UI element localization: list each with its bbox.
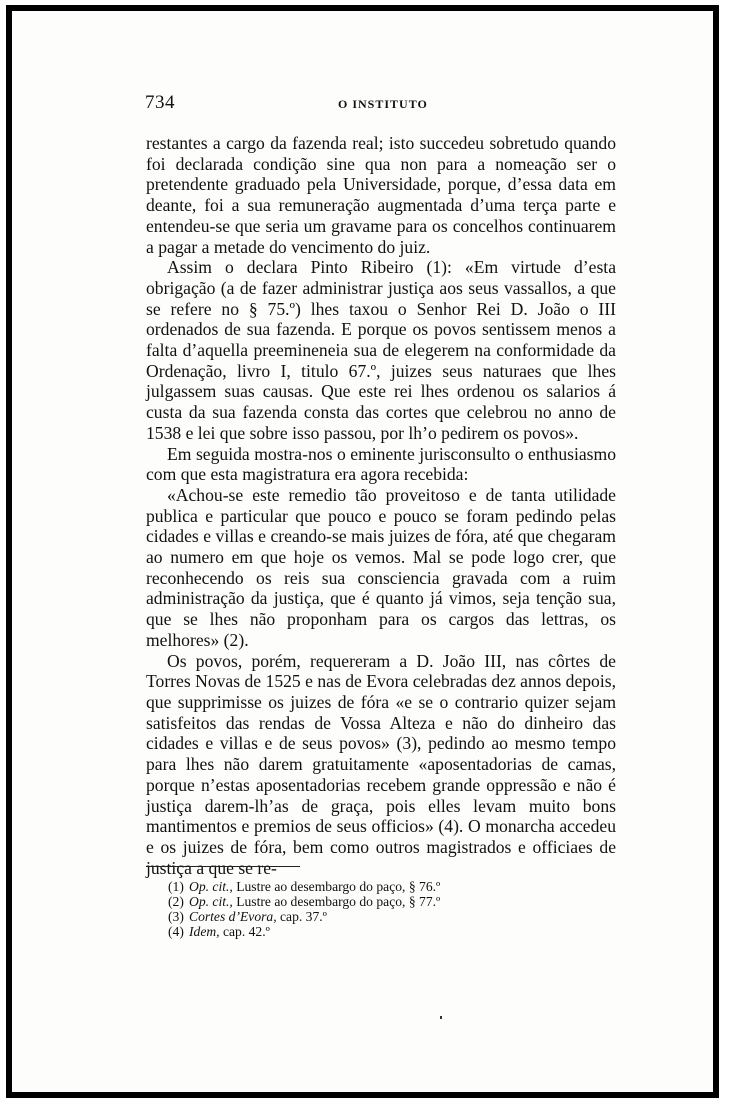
paragraph: restantes a cargo da fazenda real; isto succedeu sobretudo quando foi declarada condição sine qua non para a nomeação ser o pretendente graduado pela Universidade, porque, d’essa data em deante, foi a sua remuneração augmentada d’uma terça parte e entendeu-se que seria um gravame para os concelhos continuarem a pagar a metade do vencimento do juiz. — [146, 133, 616, 257]
page-number: 734 — [145, 92, 175, 113]
footnote — [168, 879, 588, 894]
footnote-text: Lustre ao desembargo do paço, § 77.º — [232, 894, 441, 909]
footnote-cite: Idem, — [189, 924, 220, 939]
footnote-mark: (4) — [168, 924, 184, 939]
footnote — [168, 924, 588, 939]
footnote-mark: (2) — [168, 894, 184, 909]
footnote-text: cap. 42.º — [219, 924, 270, 939]
footnote-cite: Cortes d’Evora, — [189, 909, 277, 924]
body-text — [146, 133, 616, 878]
paragraph: Em seguida mostra-nos o eminente jurisconsulto o enthusiasmo com que esta magistratura era agora recebida: — [146, 443, 616, 485]
footnotes — [168, 879, 588, 939]
footnote-mark: (3) — [168, 909, 184, 924]
footnote-cite: Op. cit., — [189, 879, 233, 894]
footnote — [168, 909, 588, 924]
paragraph: Os povos, porém, requereram a D. João III, nas côrtes de Torres Novas de 1525 e nas de Evora celebradas dez annos depois, que supprimisse os juizes de fóra «e se o contrario quizer sejam satisfeitos das rendas de Vossa Alteza e não do dinheiro das cidades e villas e de seus povos» (3), pedindo ao mesmo tempo para lhes não darem gratuitamente «aposentadorias de camas, porque n’estas aposentadorias recebem grande oppressão e não é justiça darem-lh’as de graça, pois elles levam muito bons mantimentos e premios de seus officios» (4). O monarcha accedeu e os juizes de fóra, bem como outros magistrados e officiaes de justiça a que se re- — [146, 650, 616, 878]
footnote-text: cap. 37.º — [276, 909, 327, 924]
page-header — [145, 92, 615, 114]
paragraph: «Achou-se este remedio tão proveitoso e de tanta utilidade publica e particular que pouco e pouco se foram pedindo pelas cidades e villas e creando-se mais juizes de fóra, até que chegaram ao numero em que hoje os vemos. Mal se pode logo crer, que reconhecendo os reis sua consciencia gravada com a ruim administração da justiça, que é quanto já vimos, seja tenção sua, que se lhes não proponham para os cargos das lettras, os melhores» (2). — [146, 484, 616, 650]
footnote-text: Lustre ao desembargo do paço, § 76.º — [232, 879, 441, 894]
ink-speck — [440, 1016, 442, 1019]
footnote-cite: Op. cit., — [189, 894, 233, 909]
running-head: O INSTITUTO — [338, 97, 428, 111]
footnote — [168, 894, 588, 909]
footnote-rule — [146, 866, 300, 867]
footnote-mark: (1) — [168, 879, 184, 894]
paragraph: Assim o declara Pinto Ribeiro (1): «Em virtude d’esta obrigação (a de fazer administrar justiça aos seus vassallos, a que se refere no § 75.º) lhes taxou o Senhor Rei D. João o III ordenados de sua fazenda. E porque os povos sentissem menos a falta d’aquella preemineneia sua de elegerem na conformidade da Ordenação, livro I, titulo 67.º, juizes seus naturaes que lhes julgassem suas causas. Que este rei lhes ordenou os salarios á custa da sua fazenda consta das cortes que celebrou no anno de 1538 e lei que sobre isso passou, por lh’o pedirem os povos». — [146, 257, 616, 443]
